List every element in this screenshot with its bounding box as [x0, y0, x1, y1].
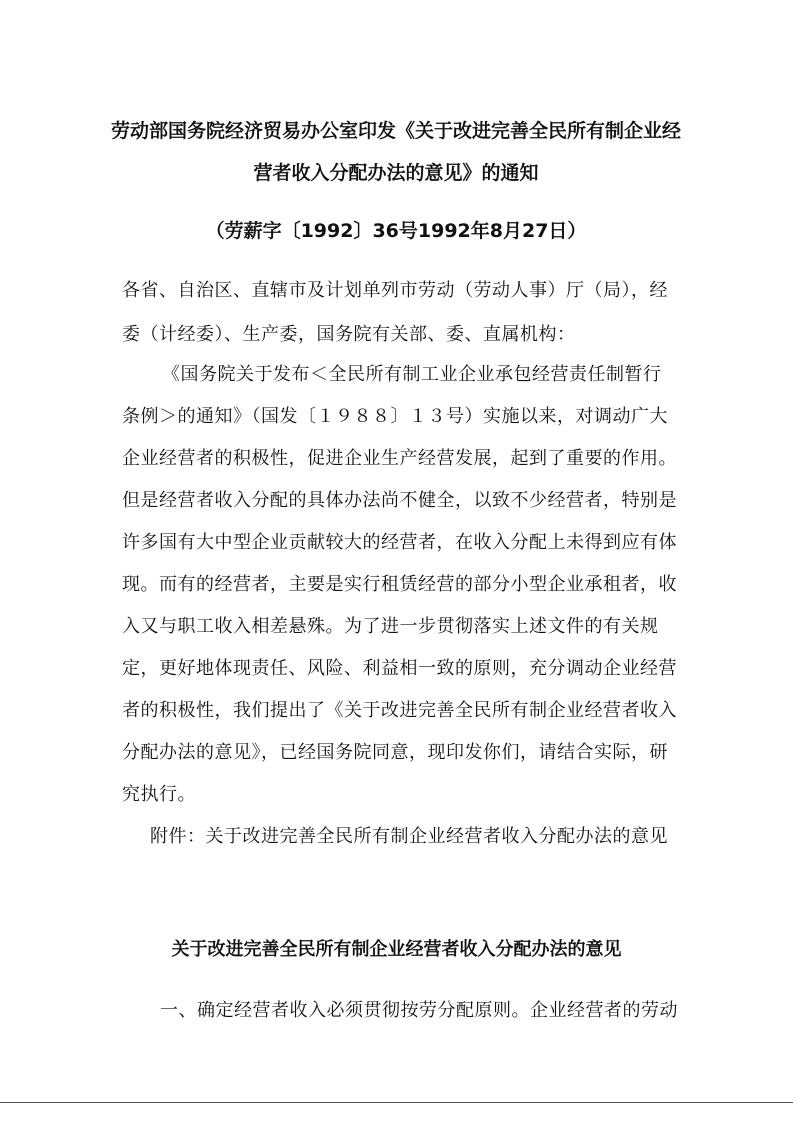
- address-line: 各省、自治区、直辖市及计划单列市劳动（劳动人事）厅（局），经: [122, 280, 668, 301]
- body-line: 《国务院关于发布＜全民所有制工业企业承包经营责任制暂行: [162, 364, 662, 385]
- attachment-line: 附件：关于改进完善全民所有制企业经营者收入分配办法的意见: [150, 826, 668, 847]
- page-bottom-rule: [0, 1102, 793, 1103]
- body-line: 入又与职工收入相差悬殊。为了进一步贯彻落实上述文件的有关规: [122, 616, 659, 637]
- body-line: 企业经营者的积极性，促进企业生产经营发展，起到了重要的作用。: [122, 448, 677, 469]
- body-line: 者的积极性，我们提出了《关于改进完善全民所有制企业经营者收入: [122, 700, 677, 721]
- body-line: 条例＞的通知》（国发〔１９８８〕１３号）实施以来，对调动广大: [122, 406, 668, 427]
- body-line: 许多国有大中型企业贡献较大的经营者，在收入分配上未得到应有体: [122, 532, 677, 553]
- address-line: 委（计经委）、生产委，国务院有关部、委、直属机构：: [122, 324, 576, 345]
- document-title-line-2: 营者收入分配办法的意见》的通知: [253, 162, 539, 184]
- section-title: 关于改进完善全民所有制企业经营者收入分配办法的意见: [171, 939, 622, 960]
- document-title-line-1: 劳动部国务院经济贸易办公室印发《关于改进完善全民所有制企业经: [110, 120, 681, 142]
- body-line: 现。而有的经营者，主要是实行租赁经营的部分小型企业承租者，收: [122, 574, 677, 595]
- body-line: 定，更好地体现责任、风险、利益相一致的原则，充分调动企业经营: [122, 658, 677, 679]
- body-line: 分配办法的意见》，已经国务院同意，现印发你们，请结合实际，研: [122, 742, 668, 763]
- document-number: （劳薪字〔1992〕36号1992年8月27日）: [205, 220, 587, 242]
- section-first-line: 一、确定经营者收入必须贯彻按劳分配原则。企业经营者的劳动: [160, 1000, 678, 1021]
- body-line: 但是经营者收入分配的具体办法尚不健全，以致不少经营者，特别是: [122, 490, 677, 511]
- body-line: 究执行。: [122, 784, 196, 805]
